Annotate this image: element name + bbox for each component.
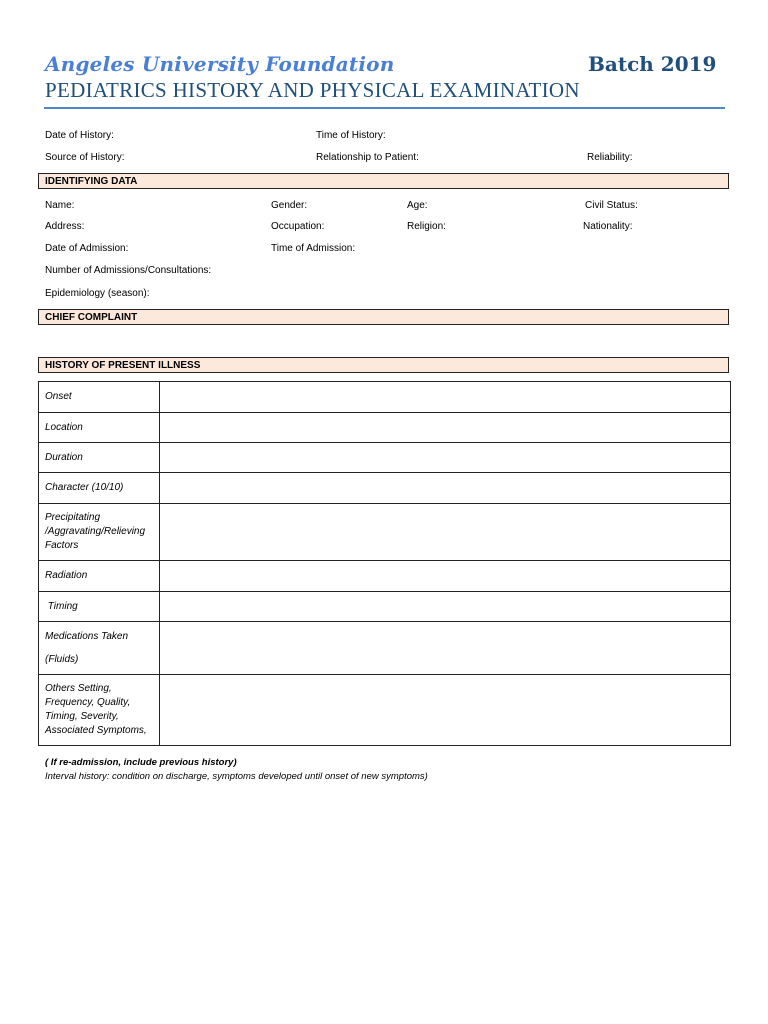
- occupation-label: Occupation:: [271, 221, 325, 232]
- relationship-to-patient-label: Relationship to Patient:: [316, 152, 419, 163]
- table-row: [39, 473, 731, 504]
- page-title: PEDIATRICS HISTORY AND PHYSICAL EXAMINATION: [45, 78, 580, 102]
- table-row: [39, 443, 731, 473]
- time-of-admission-label: Time of Admission:: [271, 243, 356, 254]
- interval-history-note: Interval history: condition on discharge, symptoms developed until onset of new symptoms): [45, 771, 428, 782]
- gender-label: Gender:: [271, 200, 308, 211]
- readmission-note: [45, 757, 237, 768]
- batch-label: Batch 2019: [588, 52, 717, 76]
- table-row: [39, 675, 731, 746]
- hpi-radiation-field[interactable]: [160, 561, 731, 592]
- chief-complaint-heading: CHIEF COMPLAINT: [38, 309, 729, 325]
- hpi-medications-cell: [39, 622, 160, 675]
- hpi-medications-label: Medications Taken: [45, 630, 129, 642]
- hpi-others-field[interactable]: [160, 675, 731, 746]
- source-of-history-label: Source of History:: [45, 152, 125, 163]
- date-of-admission-label: Date of Admission:: [45, 243, 129, 254]
- hpi-others-label: Others Setting, Frequency, Quality, Timing, Severity, Associated Symptoms,: [39, 675, 160, 746]
- hpi-character-label: Character (10/10): [39, 473, 160, 504]
- name-label: Name:: [45, 200, 75, 211]
- hpi-radiation-label: Radiation: [39, 561, 160, 592]
- hpi-fluids-label: (Fluids): [45, 653, 79, 665]
- identifying-data-heading: IDENTIFYING DATA: [38, 173, 729, 189]
- header-divider: [44, 107, 725, 109]
- date-of-history-label: Date of History:: [45, 130, 114, 141]
- hpi-timing-label: Timing: [39, 592, 160, 622]
- hpi-location-label: Location: [39, 413, 160, 443]
- hpi-heading: HISTORY OF PRESENT ILLNESS: [38, 357, 729, 373]
- readmission-note-text: ( If re-admission, include previous history): [45, 757, 237, 768]
- religion-label: Religion:: [407, 221, 446, 232]
- nationality-label: Nationality:: [583, 221, 633, 232]
- hpi-location-field[interactable]: [160, 413, 731, 443]
- hpi-duration-label: Duration: [39, 443, 160, 473]
- table-row: [39, 561, 731, 592]
- civil-status-label: Civil Status:: [585, 200, 638, 211]
- hpi-factors-field[interactable]: [160, 504, 731, 561]
- hpi-onset-field[interactable]: [160, 382, 731, 413]
- university-name: Angeles University Foundation: [45, 52, 395, 76]
- time-of-history-label: Time of History:: [316, 130, 386, 141]
- hpi-timing-field[interactable]: [160, 592, 731, 622]
- age-label: Age:: [407, 200, 428, 211]
- address-label: Address:: [45, 221, 85, 232]
- hpi-factors-label: Precipitating /Aggravating/Relieving Factors: [39, 504, 160, 561]
- hpi-duration-field[interactable]: [160, 443, 731, 473]
- table-row: [39, 504, 731, 561]
- number-of-admissions-label: Number of Admissions/Consultations:: [45, 265, 212, 276]
- hpi-medications-field[interactable]: [160, 622, 731, 675]
- epidemiology-label: Epidemiology (season):: [45, 288, 150, 299]
- hpi-onset-label: Onset: [39, 382, 160, 413]
- table-row: [39, 592, 731, 622]
- hpi-table: [38, 381, 731, 746]
- table-row: [39, 413, 731, 443]
- table-row: [39, 622, 731, 675]
- hpi-character-field[interactable]: [160, 473, 731, 504]
- reliability-label: Reliability:: [587, 152, 633, 163]
- table-row: [39, 382, 731, 413]
